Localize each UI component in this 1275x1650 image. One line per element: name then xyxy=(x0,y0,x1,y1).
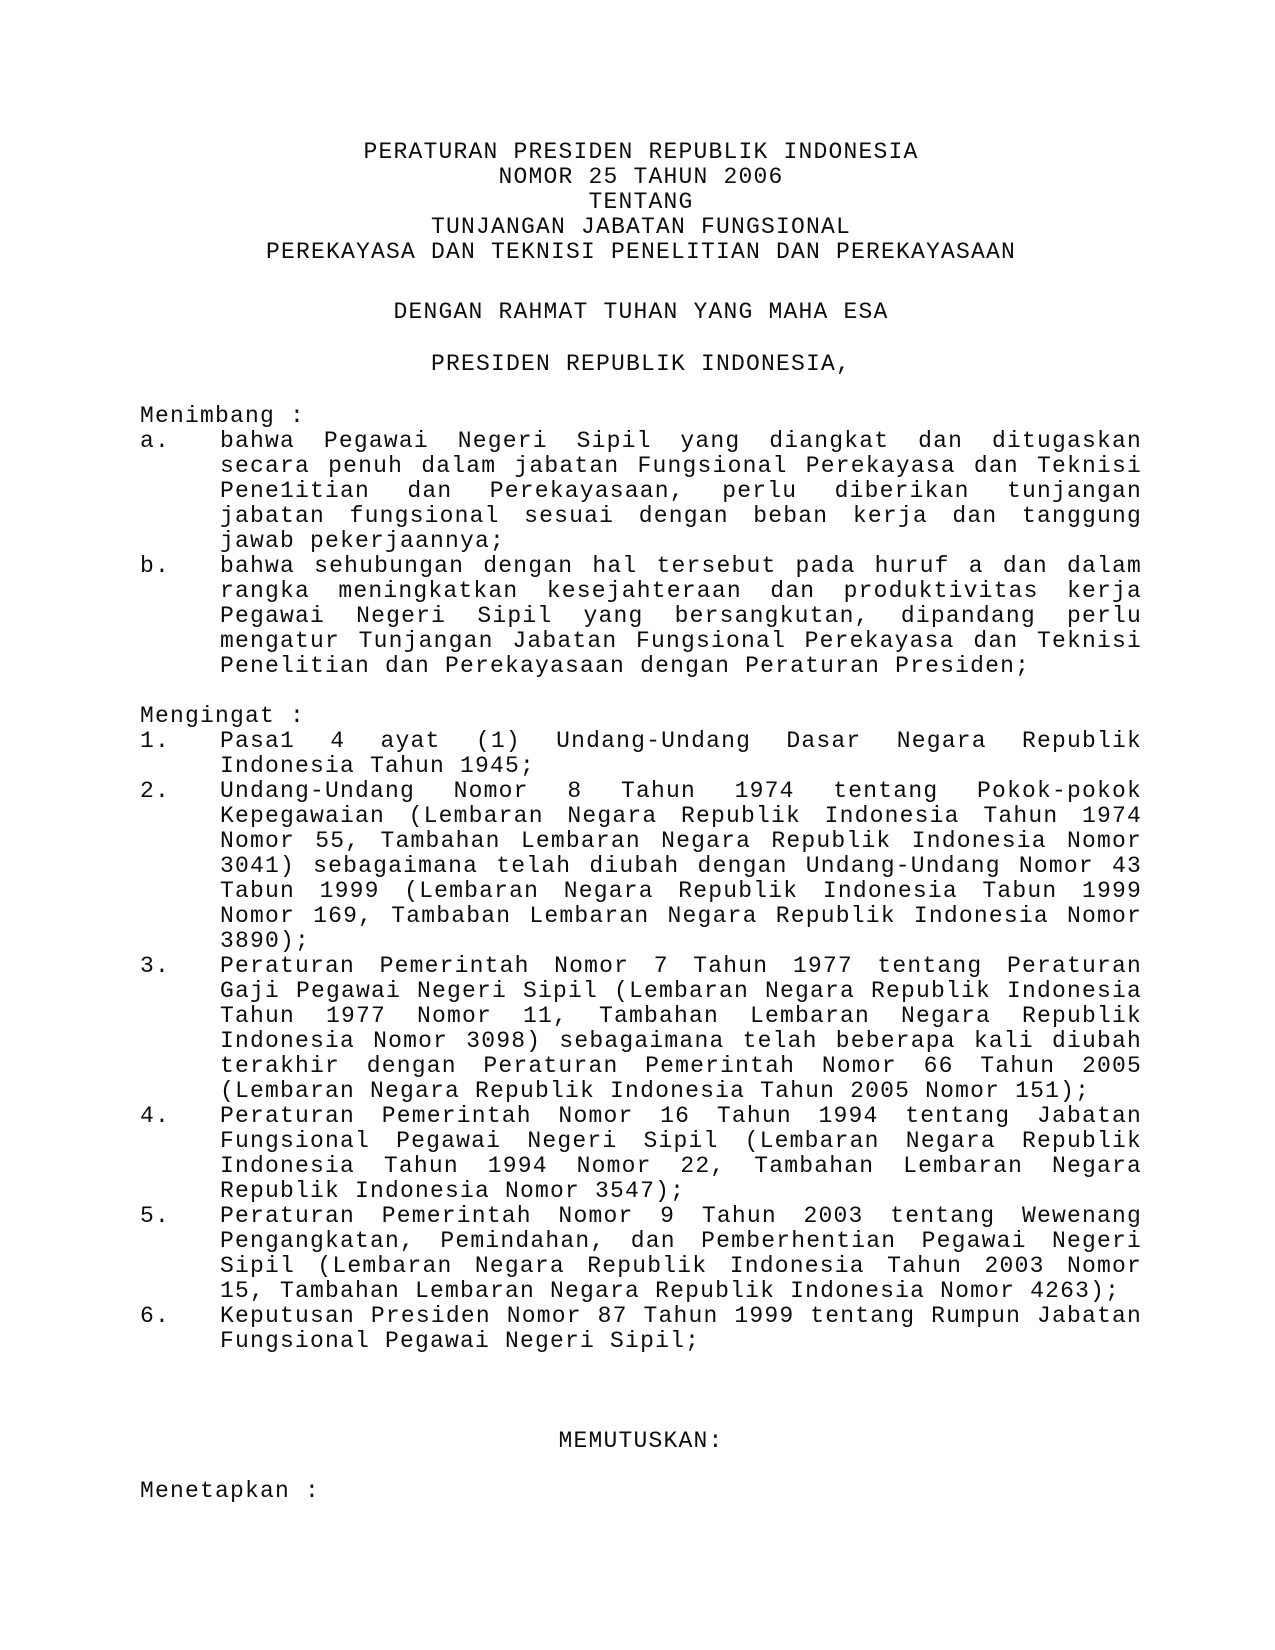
legal-basis-item-4-label: 4. xyxy=(140,1103,171,1129)
legal-basis-item-6 xyxy=(140,1304,1142,1354)
legal-basis-item-6-text: Keputusan Presiden Nomor 87 Tahun 1999 tentang Rumpun Jabatan Fungsional Pegawai Negeri Sipil; xyxy=(220,1303,1142,1354)
legal-basis-item-3-label: 3. xyxy=(140,953,171,979)
legal-basis-item-3 xyxy=(140,954,1142,1104)
title-line-3: TENTANG xyxy=(588,189,694,215)
legal-basis-item-1-label: 1. xyxy=(140,728,171,754)
legal-basis-item-1 xyxy=(140,729,1142,779)
consideration-item-b-text: bahwa sehubungan dengan hal tersebut pada huruf a dan dalam rangka meningkatkan kesejahteraan dan produktivitas kerja Pegawai Negeri Sipil yang bersangkutan, dipandang perlu mengatur Tunjangan Jabatan Fungsional Perekayasa dan Teknisi Penelitian dan Perekayasaan dengan Peraturan Presiden; xyxy=(220,553,1142,679)
decision-heading: MEMUTUSKAN: xyxy=(558,1428,724,1454)
legal-basis-item-4-text: Peraturan Pemerintah Nomor 16 Tahun 1994 tentang Jabatan Fungsional Pegawai Negeri Sipil (Lembaran Negara Republik Indonesia Tahun 1994 Nomor 22, Tambahan Lembaran Negara Republik Indonesia Nomor 3547); xyxy=(220,1103,1142,1204)
legal-basis-item-6-label: 6. xyxy=(140,1303,171,1329)
consideration-item-a-text: bahwa Pegawai Negeri Sipil yang diangkat dan ditugaskan secara penuh dalam jabatan Fungsional Perekayasa dan Teknisi Pene1itian dan Perekayasaan, perlu diberikan tunjangan jabatan fungsional sesuai dengan beban kerja dan tanggung jawab pekerjaannya; xyxy=(220,428,1142,554)
consideration-item-a xyxy=(140,429,1142,554)
legal-basis-item-2-label: 2. xyxy=(140,778,171,804)
legal-basis-item-3-text: Peraturan Pemerintah Nomor 7 Tahun 1977 tentang Peraturan Gaji Pegawai Negeri Sipil (Lembaran Negara Republik Indonesia Tahun 1977 Nomor 11, Tambahan Lembaran Negara Republik Indonesia Nomor 3098) sebagaimana telah beberapa kali diubah terakhir dengan Peraturan Pemerintah Nomor 66 Tahun 2005 (Lembaran Negara Republik Indonesia Tahun 2005 Nomor 151); xyxy=(220,953,1142,1104)
legal-basis-item-1-text: Pasa1 4 ayat (1) Undang-Undang Dasar Negara Republik Indonesia Tahun 1945; xyxy=(220,728,1142,779)
title-line-5: PEREKAYASA DAN TEKNISI PENELITIAN DAN PEREKAYASAAN xyxy=(265,239,1017,265)
menetapkan-section-label: Menetapkan : xyxy=(140,1478,321,1504)
title-line-1: PERATURAN PRESIDEN REPUBLIK INDONESIA xyxy=(363,139,919,165)
legal-basis-item-5-text: Peraturan Pemerintah Nomor 9 Tahun 2003 tentang Wewenang Pengangkatan, Pemindahan, dan Pemberhentian Pegawai Negeri Sipil (Lembaran Negara Republik Indonesia Tahun 2003 Nomor 15, Tambahan Lembaran Negara Republik Indonesia Nomor 4263); xyxy=(220,1203,1142,1304)
consideration-item-b xyxy=(140,554,1142,679)
legal-basis-item-4 xyxy=(140,1104,1142,1204)
invocation-line: DENGAN RAHMAT TUHAN YANG MAHA ESA xyxy=(393,299,889,325)
legal-basis-item-2 xyxy=(140,779,1142,954)
title-line-4: TUNJANGAN JABATAN FUNGSIONAL xyxy=(430,214,852,240)
menimbang-section-label: Menimbang : xyxy=(140,403,306,429)
document-title-block xyxy=(140,140,1142,265)
legal-basis-item-5 xyxy=(140,1204,1142,1304)
legal-basis-item-5-label: 5. xyxy=(140,1203,171,1229)
legal-basis-item-2-text: Undang-Undang Nomor 8 Tahun 1974 tentang Pokok-pokok Kepegawaian (Lembaran Negara Republik Indonesia Tahun 1974 Nomor 55, Tambahan Lembaran Negara Republik Indonesia Nomor 3041) sebagaimana telah diubah dengan Undang-Undang Nomor 43 Tabun 1999 (Lembaran Negara Republik Indonesia Tabun 1999 Nomor 169, Tambaban Lembaran Negara Republik Indonesia Nomor 3890); xyxy=(220,778,1142,954)
consideration-item-b-label: b. xyxy=(140,553,171,579)
mengingat-section-label: Mengingat : xyxy=(140,703,306,729)
title-line-2: NOMOR 25 TAHUN 2006 xyxy=(498,164,784,190)
issuer-line: PRESIDEN REPUBLIK INDONESIA, xyxy=(430,351,852,377)
consideration-item-a-label: a. xyxy=(140,428,171,454)
